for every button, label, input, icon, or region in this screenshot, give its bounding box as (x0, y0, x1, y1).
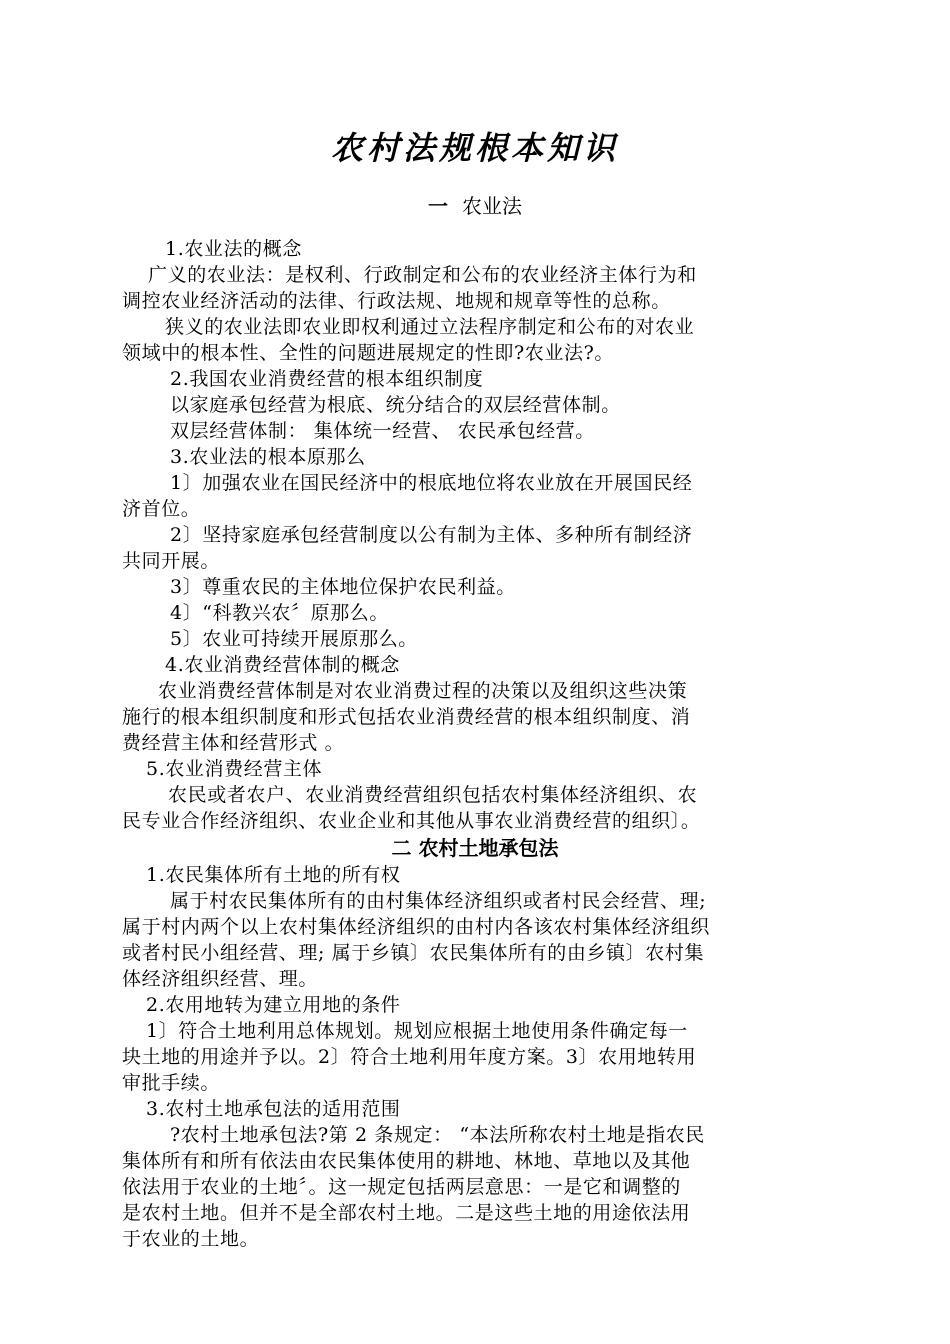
text-line: 5〕农业可持续开展原那么。 (170, 628, 418, 650)
text-line: 施行的根本组织制度和形式包括农业消费经营的根本组织制度、消 (122, 706, 691, 728)
text-line: 4.农业消费经营体制的概念 (165, 654, 400, 676)
text-line: 以家庭承包经营为根底、统分结合的双层经营体制。 (170, 394, 621, 416)
text-line: 于农业的土地。 (122, 1228, 260, 1250)
text-line: 双层经营体制： 集体统一经营、 农民承包经营。 (170, 420, 595, 442)
document-title: 农村法规根本知识 (330, 129, 619, 167)
text-line: 领域中的根本性、全性的问题进展规定的性即?农业法?。 (122, 342, 614, 364)
text-line: 农民或者农户、农业消费经营组织包括农村集体经济组织、农 (168, 784, 698, 806)
text-line: 济首位。 (122, 498, 201, 520)
text-line: 农业消费经营体制是对农业消费过程的决策以及组织这些决策 (158, 680, 688, 702)
text-line: 1.农业法的概念 (165, 238, 302, 260)
text-line: 2〕坚持家庭承包经营制度以公有制为主体、多种所有制经济 (170, 524, 693, 546)
text-line: 5.农业消费经营主体 (146, 758, 323, 780)
text-line: 2.我国农业消费经营的根本组织制度 (170, 368, 484, 390)
text-line: 共同开展。 (122, 550, 221, 572)
text-line: 是农村土地。但并不是全部农村土地。二是这些土地的用途依法用 (122, 1202, 691, 1224)
text-line: 狭义的农业法即农业即权利通过立法程序制定和公布的对农业 (165, 316, 695, 338)
text-line: 或者村民小组经营、理; 属于乡镇〕农民集体所有的由乡镇〕农村集 (122, 942, 705, 964)
text-line: 广义的农业法：是权利、行政制定和公布的农业经济主体行为和 (148, 264, 697, 286)
text-line: 块土地的用途并予以。2〕符合土地利用年度方案。3〕农用地转用 (122, 1046, 697, 1068)
text-line: 3.农业法的根本原那么 (170, 446, 366, 468)
text-line: 1.农民集体所有土地的所有权 (146, 864, 401, 886)
text-line: 调控农业经济活动的法律、行政法规、地规和规章等性的总称。 (122, 290, 671, 312)
text-line: 属于村内两个以上农村集体经济组织的由村内各该农村集体经济组织 (122, 916, 711, 938)
text-line: 依法用于农业的土地〞。这一规定包括两层意思：一是它和调整的 (122, 1176, 681, 1198)
section-1-number: 一 (428, 194, 448, 218)
text-line: 1〕符合土地利用总体规划。规划应根据土地使用条件确定每一 (146, 1020, 688, 1042)
text-line: 3.农村土地承包法的适用范围 (146, 1098, 401, 1120)
section-1-heading (0, 192, 950, 220)
section-2-heading: 二 农村土地承包法 (391, 836, 559, 860)
text-line: 体经济组织经营、理。 (122, 968, 319, 990)
text-line: 审批手续。 (122, 1072, 221, 1094)
text-line: 1〕加强农业在国民经济中的根底地位将农业放在开展国民经 (170, 472, 693, 494)
text-line: 3〕尊重农民的主体地位保护农民利益。 (170, 576, 516, 598)
text-line: 集体所有和所有依法由农民集体使用的耕地、林地、草地以及其他 (122, 1150, 691, 1172)
text-line: 费经营主体和经营形式 。 (122, 732, 345, 754)
section-1-title: 农业法 (462, 194, 522, 218)
text-line: 4〕“科教兴农〞原那么。 (170, 602, 390, 624)
text-line: 民专业合作经济组织、农业企业和其他从事农业消费经营的组织〕。 (122, 810, 701, 832)
text-line: ?农村土地承包法?第 2 条规定： “本法所称农村土地是指农民 (170, 1124, 705, 1146)
text-line: 2.农用地转为建立用地的条件 (146, 994, 401, 1016)
text-line: 属于村农民集体所有的由村集体经济组织或者村民会经营、理; (170, 890, 707, 912)
